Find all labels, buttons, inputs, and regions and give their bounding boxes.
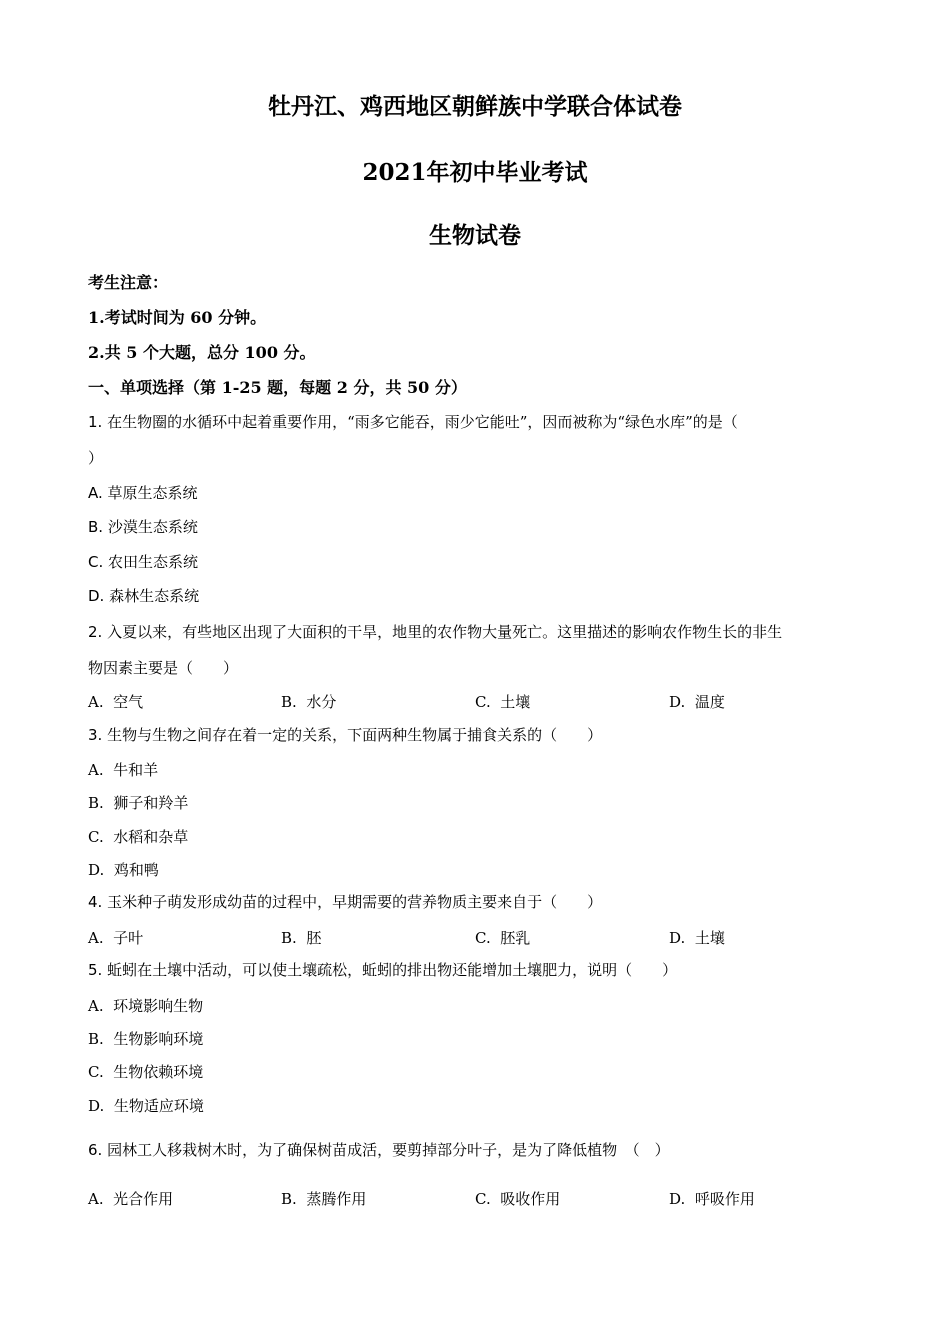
option-letter: C. bbox=[475, 929, 491, 947]
question-4-stem bbox=[88, 891, 602, 912]
option-letter: D. bbox=[669, 929, 686, 947]
question-number: 6. bbox=[88, 1141, 103, 1159]
option-text: 温度 bbox=[694, 693, 725, 711]
option-text: 环境影响生物 bbox=[113, 997, 204, 1015]
option-text: 胚 bbox=[306, 929, 322, 947]
option-letter: D. bbox=[669, 1190, 686, 1208]
option-text: 子叶 bbox=[113, 929, 144, 947]
option-text: 蒸腾作用 bbox=[306, 1190, 367, 1208]
option-text: 狮子和羚羊 bbox=[113, 794, 189, 812]
question-text: 园林工人移栽树木时，为了确保树苗成活，要剪掉部分叶子，是为了降低植物 （ ） bbox=[107, 1141, 670, 1159]
question-text: 在生物圈的水循环中起着重要作用，“雨多它能吞，雨少它能吐”，因而被称为“绿色水库”的是（ bbox=[107, 413, 738, 431]
question-text: 入夏以来，有些地区出现了大面积的干旱，地里的农作物大量死亡。这里描述的影响农作物生长的非生 bbox=[107, 623, 783, 641]
option-text: 水稻和杂草 bbox=[113, 828, 189, 846]
exam-title-subject: 生物试卷 bbox=[429, 222, 521, 249]
option-letter: D. bbox=[88, 861, 105, 879]
question-3-option-a bbox=[88, 759, 158, 780]
question-5-option-c bbox=[88, 1061, 203, 1082]
question-5-option-d bbox=[88, 1095, 204, 1116]
option-text: 农田生态系统 bbox=[108, 553, 199, 571]
option-letter: A. bbox=[88, 929, 104, 947]
option-letter: C. bbox=[88, 1063, 104, 1081]
question-2-option-b bbox=[281, 691, 336, 712]
question-number: 5. bbox=[88, 961, 103, 979]
option-text: 土壤 bbox=[500, 693, 531, 711]
question-4-option-c bbox=[475, 927, 530, 948]
option-text: 空气 bbox=[113, 693, 144, 711]
option-letter: C. bbox=[88, 828, 104, 846]
question-5-stem bbox=[88, 959, 677, 980]
notice-item-time: 1.考试时间为 60 分钟。 bbox=[88, 308, 267, 327]
option-letter: B. bbox=[281, 693, 297, 711]
option-letter: A. bbox=[88, 761, 104, 779]
option-text: 草原生态系统 bbox=[107, 484, 198, 502]
option-text: 胚乳 bbox=[500, 929, 531, 947]
question-3-option-c bbox=[88, 826, 188, 847]
question-3-option-d bbox=[88, 859, 159, 880]
question-text: 生物与生物之间存在着一定的关系，下面两种生物属于捕食关系的（ ） bbox=[107, 726, 603, 744]
question-1-option-b bbox=[88, 516, 198, 537]
option-letter: B. bbox=[88, 518, 104, 536]
exam-title-line2: 2021年初中毕业考试 bbox=[362, 159, 588, 186]
option-text: 土壤 bbox=[694, 929, 725, 947]
question-2-stem-line1 bbox=[88, 621, 782, 642]
option-letter: B. bbox=[281, 929, 297, 947]
question-number: 3. bbox=[88, 726, 103, 744]
option-text: 牛和羊 bbox=[113, 761, 159, 779]
question-1-option-a bbox=[88, 482, 198, 503]
option-letter: C. bbox=[475, 1190, 491, 1208]
option-letter: D. bbox=[669, 693, 686, 711]
option-letter: C. bbox=[88, 553, 104, 571]
question-6-option-a bbox=[88, 1188, 173, 1209]
question-2-option-d bbox=[669, 691, 725, 712]
question-6-option-d bbox=[669, 1188, 755, 1209]
question-6-option-b bbox=[281, 1188, 366, 1209]
question-number: 1. bbox=[88, 413, 103, 431]
option-letter: A. bbox=[88, 484, 103, 502]
question-6-stem bbox=[88, 1139, 670, 1160]
question-6-option-c bbox=[475, 1188, 560, 1209]
question-1-option-d bbox=[88, 585, 199, 606]
question-2-option-a bbox=[88, 691, 143, 712]
question-2-option-c bbox=[475, 691, 530, 712]
exam-title-line1: 牡丹江、鸡西地区朝鲜族中学联合体试卷 bbox=[268, 93, 682, 120]
notice-item-score: 2.共 5 个大题，总分 100 分。 bbox=[88, 343, 316, 362]
question-number: 4. bbox=[88, 893, 103, 911]
option-text: 生物影响环境 bbox=[113, 1030, 204, 1048]
option-text: 沙漠生态系统 bbox=[107, 518, 198, 536]
option-text: 光合作用 bbox=[113, 1190, 174, 1208]
option-letter: D. bbox=[88, 587, 105, 605]
option-text: 鸡和鸭 bbox=[113, 861, 159, 879]
option-letter: D. bbox=[88, 1097, 105, 1115]
question-5-option-b bbox=[88, 1028, 203, 1049]
question-text: 玉米种子萌发形成幼苗的过程中，早期需要的营养物质主要来自于（ ） bbox=[107, 893, 603, 911]
option-text: 水分 bbox=[306, 693, 337, 711]
option-letter: A. bbox=[88, 997, 104, 1015]
question-2-stem-line2: 物因素主要是（ ） bbox=[88, 659, 239, 677]
question-5-option-a bbox=[88, 995, 203, 1016]
option-letter: C. bbox=[475, 693, 491, 711]
question-1-stem-line1 bbox=[88, 411, 738, 432]
question-number: 2. bbox=[88, 623, 103, 641]
option-text: 吸收作用 bbox=[500, 1190, 561, 1208]
option-letter: A. bbox=[88, 1190, 104, 1208]
option-letter: A. bbox=[88, 693, 104, 711]
question-1-stem-line2: ） bbox=[88, 449, 104, 467]
option-text: 呼吸作用 bbox=[694, 1190, 755, 1208]
option-text: 森林生态系统 bbox=[109, 587, 200, 605]
notice-heading: 考生注意： bbox=[88, 273, 169, 292]
option-text: 生物依赖环境 bbox=[113, 1063, 204, 1081]
option-letter: B. bbox=[281, 1190, 297, 1208]
option-letter: B. bbox=[88, 794, 104, 812]
question-3-option-b bbox=[88, 792, 188, 813]
question-4-option-b bbox=[281, 927, 321, 948]
question-3-stem bbox=[88, 724, 602, 745]
question-4-option-a bbox=[88, 927, 143, 948]
option-letter: B. bbox=[88, 1030, 104, 1048]
question-text: 蚯蚓在土壤中活动，可以使土壤疏松，蚯蚓的排出物还能增加土壤肥力，说明（ ） bbox=[107, 961, 678, 979]
section-heading-single-choice: 一、单项选择（第 1-25 题，每题 2 分，共 50 分） bbox=[88, 378, 467, 397]
option-text: 生物适应环境 bbox=[113, 1097, 204, 1115]
question-1-option-c bbox=[88, 551, 198, 572]
question-4-option-d bbox=[669, 927, 725, 948]
